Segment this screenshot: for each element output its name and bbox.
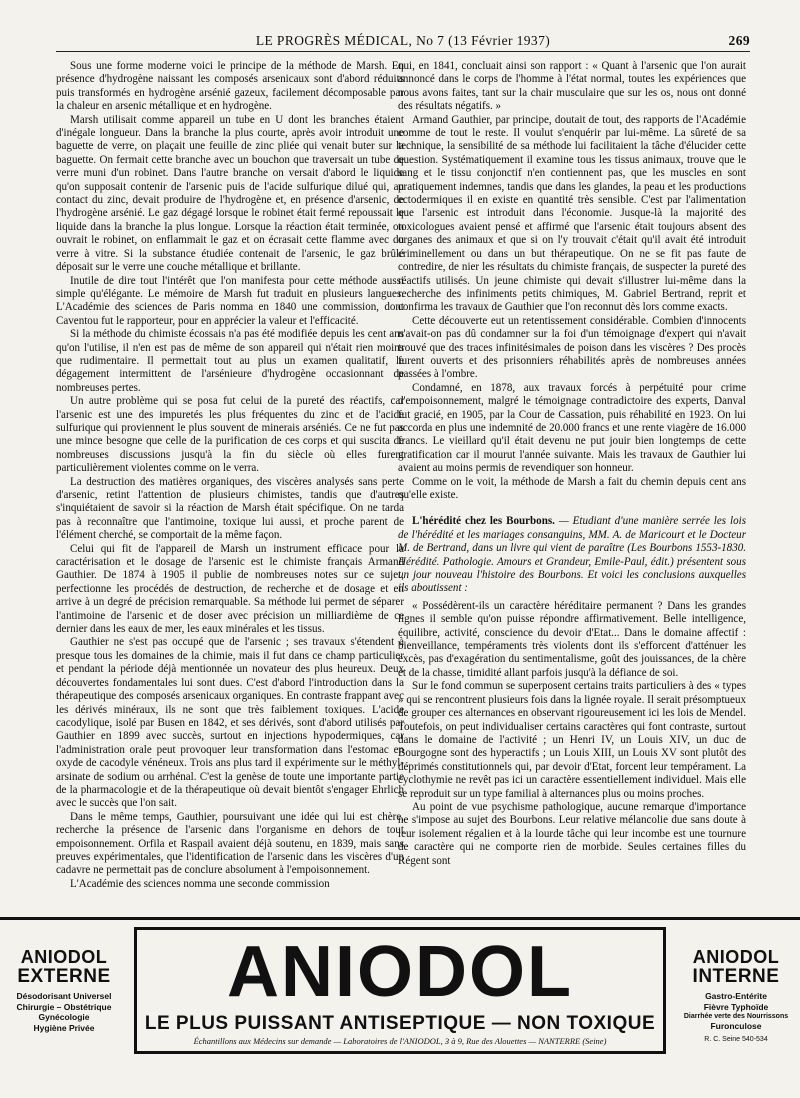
paragraph: Sous une forme moderne voici le principe de la méthode de Marsh. En présence d'hydrogène naissant les composés arsenicaux sont d'abord réduits puis transformés en hydrogène arsénié gazeux, facilement décomposable par la chaleur en arsenic métallique et en hydrogène. [56, 60, 404, 113]
paragraph: Au point de vue psychisme pathologique, aucune remarque d'importance ne s'impose au sujet des Bourbons. Leur relative mélancolie due sans doute à leur isolement régalien et à la lourde tâche qui leur incombe est une tournure de caractère qui ne comporte rien de morbide. Seules certaines filles du Régent sont [398, 800, 746, 867]
paragraph: Inutile de dire tout l'intérêt que l'on manifesta pour cette méthode aussi simple qu'élégante. Le mémoire de Marsh fut traduit en plusieurs langues. L'Académie des sciences de Paris nomma en 1840 une commission, dont Caventou fut le rapporteur, pour en apprécier la valeur et l'efficacité. [56, 274, 404, 327]
paragraph: « Possédèrent-ils un caractère héréditaire permanent ? Dans les grandes lignes il semble qu'on puisse répondre affirmativement. Belle intelligence, équilibre, activité, conscience du devoir d'Etat... Dans le domaine affectif : bienveillance, tempéraments très violents dont ils s'efforcent d'atténuer les excès, pas d'exagération du sentimentalisme, goût des jouissances, de la chère et de la chasse, timidité allant parfois jusqu'à la défiance de soi. [398, 599, 746, 679]
ad-left-line: Gynécologie [38, 1012, 90, 1022]
ad-left-line: Chirurgie – Obstétrique [16, 1001, 112, 1012]
ad-left-title-2: EXTERNE [17, 966, 111, 987]
running-header [56, 31, 750, 52]
ad-left-line: Hygiène Privée [33, 1022, 95, 1033]
ad-slogan: LE PLUS PUISSANT ANTISEPTIQUE — NON TOXIQUE [144, 1013, 656, 1034]
ad-right-line: Diarrhée verte des Nourrissons [683, 1013, 789, 1020]
ad-top-rule [0, 917, 800, 920]
ad-right-line: Furonculose [710, 1021, 762, 1031]
paragraph: qui, en 1841, concluait ainsi son rapport : « Quant à l'arsenic que l'on aurait annoncé dans le corps de l'homme à l'état normal, toutes les expériences que nous avons faites, tant sur la chair musculaire que sur les os, nous ont donné des résultats négatifs. » [398, 60, 746, 113]
paragraph: Armand Gauthier, par principe, doutait de tout, des rapports de l'Académie comme de tout le reste. Il voulut s'enquérir par lui-même. La sûreté de sa technique, la sensibilité de sa méthode lui facilitaient la tâche d'élucider cette question. Systématiquement il examine tous les tissus animaux, trouve que le sang et le tissu conjonctif n'en contiennent pas, que les muscles en sont pratiquement indemnes, tandis que dans les glandes, la peau et les productions ectodermiques il en existe en quantité très sensible. C'est par l'alimentation que l'arsenic est introduit dans l'économie. Jusque-là la majorité des toxicologues avaient pensé et affirmé que l'arsenic était toujours absent des organes des animaux et que si on l'y trouvait c'était qu'il avait été introduit criminellement ou dans un but thérapeutique. On ne se fit pas faute de contredire, de nier les résultats du chimiste français, de suspecter la pureté des réactifs utilisés. Un jeune chimiste qui devait s'illustrer lui-même dans la recherche des infiniments petits chimiques, M. Gabriel Bertrand, reprit et confirma les travaux de Gauthier que l'on reconnut dès lors comme exacts. [398, 113, 746, 314]
ad-right-title-2: INTERNE [692, 966, 780, 987]
ad-right-panel [672, 935, 800, 1047]
section-intro-paragraph [398, 515, 746, 595]
paragraph: Condamné, en 1878, aux travaux forcés à perpétuité pour crime d'empoisonnement, malgré le témoignage contradictoire des experts, Danval fut gracié, en 1905, par la Cour de Cassation, puis réhabilité en 1923. On lui accorda en plus une indemnité de 20.000 francs et une rente viagère de 16.000 francs. Le vieillard qu'il était devenu ne put jouir bien longtemps de cette gratification car il mourut l'année suivante. Mais les travaux de Gauthier lui avaient au moins permis de revendiquer son honneur. [398, 381, 746, 475]
advertisement [0, 917, 800, 1057]
section-title: L'hérédité chez les Bourbons. [412, 515, 555, 528]
paragraph: Un autre problème qui se posa fut celui de la pureté des réactifs, car l'arsenic est une des impuretés les plus fréquentes du zinc et de l'acide sulfurique qui proviennent le plus souvent de minerais arséniés. Ce ne fut pas une mince besogne que celle de la purification de ces corps et qui suscita de nombreuses discussions jusqu'à la fin du siècle où elles furent particulièrement violentes comme on le verra. [56, 395, 404, 475]
paragraph: Marsh utilisait comme appareil un tube en U dont les branches étaient d'inégale longueur. Dans la branche la plus courte, après avoir introduit une baguette de verre, on plaçait une feuille de zinc pliée qui venait buter sur la baguette. On fermait cette branche avec un bouchon que traversait un tube de verre muni d'un robinet. Dans l'autre branche on versait d'abord le liquide qu'on supposait contenir de l'arsenic puis de l'acide sulfurique dilué qui, au contact du zinc, devait produire de l'hydrogène et, en présence d'arsenic, de l'hydrogène arsénié. Le gaz dégagé lorsque le robinet était fermé repoussait le liquide dans la branche la plus longue. Lorsque la réaction était terminée, on ouvrait le robinet, on enflammait le gaz et on écrasait cette flamme avec du verre à vitre. Si la substance étudiée contenait de l'arsenic, le gaz brûlé déposait sur le verre une couche métallique et brillante. [56, 113, 404, 274]
ad-right-title-1: ANIODOL [692, 947, 780, 967]
ad-right-line: Gastro-Entérite [705, 991, 767, 1001]
ad-footnote: Échantillons aux Médecins sur demande — Laboratoires de l'ANIODOL, 3 à 9, Rue des Alouettes — NANTERRE (Seine) [193, 1036, 607, 1046]
paragraph: La destruction des matières organiques, des viscères analysés sans perte d'arsenic, retint l'attention de plusieurs chimistes, tandis que d'autres s'inquiétaient de savoir si la réaction de Marsh était spécifique. On ne tarda pas à reconnaître que l'antimoine, toxique lui aussi, et proche parent de l'élément cherché, se comportait de la même façon. [56, 475, 404, 542]
left-column [56, 60, 404, 891]
paragraph: Comme on le voit, la méthode de Marsh a fait du chemin depuis cent ans qu'elle existe. [398, 475, 746, 501]
ad-brand-box [134, 927, 666, 1054]
ad-right-line: Fièvre Typhoïde [703, 1001, 769, 1012]
section-intro: — Etudiant d'une manière serrée les lois de l'hérédité et les mariages consanguins, MM. A. de Maricourt et le Docteur M. de Bertrand, dans un livre qui vient de paraître (Les Bourbons 1553-1830. Hérédité. Pathologie. Amours et Grandeur, Emile-Paul, édit.) présentent sous un jour nouveau l'histoire des Bourbons. Et voici les conclusions auxquelles ils aboutissent : [398, 515, 747, 595]
page-number: 269 [728, 33, 750, 48]
ad-registry: R. C. Seine 540-534 [704, 1035, 768, 1043]
journal-title: LE PROGRÈS MÉDICAL, No 7 (13 Février 1937) [255, 33, 551, 48]
ad-brand-logo: ANIODOL [227, 932, 573, 1012]
paragraph: Celui qui fit de l'appareil de Marsh un instrument efficace pour la caractérisation et le dosage de l'arsenic est le chimiste français Armand Gauthier. De 1874 à 1905 il publie de nombreuses notes sur ce sujet, perfectionne les procédés de destruction, de recherche et de dosage et en arrive à un degré de précision remarquable. Sa méthode lui permet de séparer l'antimoine de l'arsenic et de doser avec précision un milliardième de ce dernier dans les eaux de mer, les eaux minérales et les tissus. [56, 542, 404, 636]
paragraph: Dans le même temps, Gauthier, poursuivant une idée qui lui est chère, recherche la présence de l'arsenic dans l'organisme en dehors de tout empoisonnement. Orfila et Raspail avaient déjà soutenu, en 1839, mais sans preuves expérimentales, que l'identification de l'arsenic dans les viscères d'un cadavre ne permettait pas de conclure absolument à l'empoisonnement. [56, 810, 404, 877]
right-column [398, 60, 746, 868]
ad-left-title-1: ANIODOL [20, 947, 108, 967]
ad-left-panel [0, 935, 128, 1047]
paragraph: Si la méthode du chimiste écossais n'a pas été modifiée depuis les cent ans qu'on l'utilise, il n'en est pas de même de son appareil qui n'était rien moins que rudimentaire. Il permettait tout au plus un examen qualitatif, le dégagement intermittent de l'arsénieure d'hydrogène occasionnant de nombreuses pertes. [56, 328, 404, 394]
paragraph: Cette découverte eut un retentissement considérable. Combien d'innocents n'avait-on pas dû condamner sur la foi d'un témoignage d'expert qui n'avait trouvé que des traces infinitésimales de poison dans les viscères ? Des procès furent ouverts et des prisonniers réhabilités après de nombreuses années passées à l'ombre. [398, 314, 746, 381]
paragraph: L'Académie des sciences nomma une seconde commission [70, 877, 330, 890]
ad-left-line: Désodorisant Universel [16, 991, 112, 1001]
paragraph: Gauthier ne s'est pas occupé que de l'arsenic ; ses travaux s'étendent à presque tous les domaines de la chimie, mais il fut dans ce champ particulier et pendant la période déjà mentionnée un novateur des plus heureux. Deux découvertes fondamentales lui sont dues. C'est d'abord l'introduction dans la thérapeutique des composés arsenicaux organiques. En contraste frappant avec les dérivés minéraux, ils ne sont que très faiblement toxiques. L'acide cacodylique, isolé par Busen en 1842, et ses dérivés, sont d'abord utilisés par Gauthier en 1899 avec succès, surtout en injections hypodermiques, car l'administration orale peut provoquer leur transformation dans l'estomac en oxyde de cacodyle vénéneux. Trois ans plus tard il expérimente sur le méthyl-arsinate de sodium ou arrhénal. C'est la genèse de toute une importante partie de la pharmacologie et de la thérapeutique où devait bientôt s'engager Ehrlich avec le succès que l'on sait. [56, 636, 404, 810]
paragraph: Sur le fond commun se superposent certains traits particuliers à des « types » qui se rencontrent plusieurs fois dans la lignée royale. Il serait présomptueux de grouper ces alternances en observant rigoureusement ici les lois de Mendel. Toutefois, on peut individualiser certains caractères qui font contraste, surtout dans le domaine de l'activité ; un Henri IV, un Louis XIV, un duc de Bourgogne sont des hyperactifs ; un Louis XIII, un Louis XV sont plutôt des déprimés constitutionnels qui, par devoir d'Etat, forcent leur tempérament. La cyclothymie ne revêt pas ici un caractère essentiellement individuel. Mais elle se reproduit sur un type familial à alternances plus ou moins proches. [398, 680, 746, 800]
